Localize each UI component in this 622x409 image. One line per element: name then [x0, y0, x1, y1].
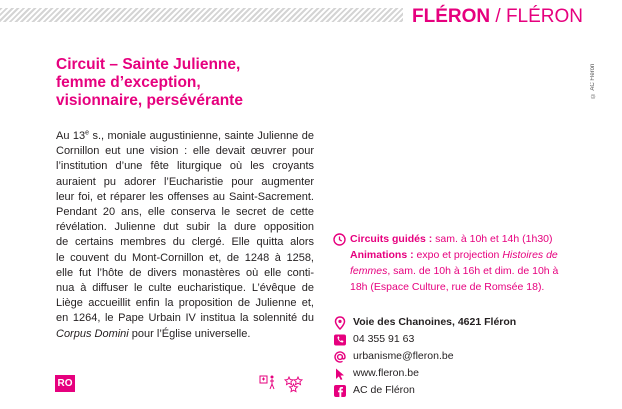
animations-text: expo et projection [413, 249, 503, 261]
superscript: e [85, 129, 90, 137]
facebook-icon [333, 384, 347, 398]
header-hatch-band [0, 8, 403, 22]
guided-text: sam. à 10h et 14h (1h30) [432, 233, 553, 245]
rating-stars-icon [285, 377, 302, 392]
circuit-title [56, 56, 336, 110]
body-line: de certains membres du clergé. Elle quitta alors [56, 236, 314, 249]
schedule-info [333, 231, 589, 295]
body-italic: Corpus Domini [56, 327, 129, 340]
website-row [333, 365, 516, 382]
contact-list [333, 314, 516, 399]
body-line: Cornillon eut une vision : elle devait œuvrer pour [56, 145, 314, 158]
body-line: Liège accueillit enfin la proposition de Julienne et, [56, 297, 314, 310]
address-text: Voie des Chanoines, 4621 Fléron [353, 316, 517, 328]
phone-row [333, 331, 516, 348]
info-line [333, 231, 589, 247]
cursor-icon [333, 367, 347, 381]
body-line: nua à diffuser le culte eucharistique. L’évêque de [56, 282, 314, 295]
header-city: FLÉRON [412, 6, 491, 27]
body-line: Pendant 20 ans, elle conserva le secret de cette [56, 206, 314, 219]
at-sign-icon [333, 350, 347, 364]
header-subcity: FLÉRON [505, 6, 584, 27]
body-line [56, 327, 314, 342]
header-separator: / [495, 6, 501, 27]
body-fragment: pour l’Église universelle. [128, 327, 251, 340]
info-line [333, 247, 589, 263]
facebook-row [333, 382, 516, 399]
access-icons [259, 374, 311, 394]
body-line: leur foi, et réparer les offenses au Saint-Sacrement. [56, 190, 314, 203]
title-line: visionnaire, persévérante [56, 92, 243, 109]
body-line: le couvent du Mont-Cornillon et, de 1248 à 1258, [56, 251, 314, 264]
animations-text-3: 18h (Espace Culture, rue de Romsée 18). [350, 281, 545, 293]
body-line: en 1264, le Pape Urbain IV institua la solennité du [56, 312, 314, 325]
animations-label: Animations : [350, 249, 414, 261]
animations-italic: Histoires de [502, 249, 558, 261]
body-fragment: Au 13 [56, 130, 86, 142]
facebook-link[interactable]: AC de Fléron [353, 384, 415, 396]
email-row [333, 348, 516, 365]
title-line: Circuit – Sainte Julienne, [56, 56, 241, 73]
animations-italic-2: femmes [350, 265, 388, 277]
photo-credit: © AC Fléron [590, 63, 596, 98]
body-line: révélation. Julienne dut subir la dure opposition [56, 221, 314, 234]
phone-text[interactable]: 04 355 91 63 [353, 333, 415, 345]
body-fragment: s., moniale augustinienne, sainte Julienne de [89, 130, 314, 142]
info-line [333, 263, 589, 279]
phone-icon [333, 333, 347, 347]
body-line [56, 129, 314, 144]
info-line [333, 279, 589, 295]
location-pin-icon [333, 316, 347, 330]
body-line: l’institution d’une fête liturgique où les croyants [56, 160, 314, 173]
description-text [56, 129, 314, 342]
body-line: elle fut l’hôte de divers monastères où elle conti- [56, 266, 314, 279]
ro-badge: RO [55, 375, 75, 392]
animations-text-2: , sam. de 10h à 16h et dim. de 10h à [387, 265, 559, 277]
email-link[interactable]: urbanisme@fleron.be [353, 350, 454, 362]
title-line: femme d’exception, [56, 74, 201, 91]
website-link[interactable]: www.fleron.be [353, 367, 419, 379]
guided-label: Circuits guidés : [350, 233, 433, 245]
page-header [412, 6, 583, 28]
address-row [333, 314, 516, 331]
body-line: auraient pu adorer l’Eucharistie pour augmenter [56, 175, 314, 188]
guided-visit-icon [260, 376, 274, 390]
